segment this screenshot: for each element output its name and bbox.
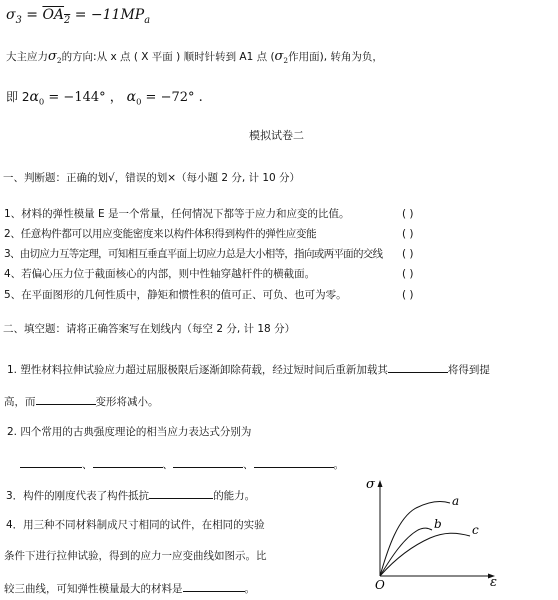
answer-paren[interactable]: ( ) [402, 289, 414, 301]
fill-q1-line2: 高，而 变形将减小。 [4, 393, 159, 409]
answer-blank[interactable] [93, 456, 163, 468]
section2-heading: 二、填空题：请将正确答案写在划线内（每空 2 分, 计 18 分） [3, 323, 296, 335]
judge-item-text: 4、若偏心压力位于截面核心的内部，则中性轴穿越杆件的横截面。 [4, 268, 316, 280]
answer-blank[interactable] [149, 487, 213, 499]
answer-blank[interactable] [20, 456, 82, 468]
judge-item-3 [4, 247, 554, 261]
answer-blank[interactable] [254, 456, 334, 468]
y-axis-label: σ [366, 477, 375, 492]
answer-blank[interactable] [388, 361, 448, 373]
fill-q4-line1: 4．用三种不同材料制成尺寸相同的试件，在相同的实验 [6, 519, 265, 531]
answer-paren[interactable]: ( ) [402, 208, 414, 220]
judge-item-4 [4, 267, 554, 281]
judge-item-2 [4, 227, 554, 241]
stress-strain-diagram [358, 476, 508, 594]
answer-paren[interactable]: ( ) [402, 268, 414, 280]
curve-c-label: c [472, 523, 479, 537]
judge-item-text: 5、在平面图形的几何性质中，静矩和惯性积的值可正、可负、也可为零。 [4, 289, 347, 301]
section1-heading: 一、判断题：正确的划√，错误的划×（每小题 2 分, 计 10 分） [3, 172, 301, 184]
origin-label: O [375, 578, 385, 592]
angle-result-text: 即 $2\alpha_0 = -144^\circ$ ， $\alpha_0 = -72^\circ$ . [6, 89, 203, 107]
y-axis-arrow [378, 480, 383, 487]
answer-blank[interactable] [183, 580, 245, 592]
fill-q2-blanks: 、 、 、 。 [20, 456, 344, 472]
curve-a-label: a [452, 494, 460, 508]
answer-paren[interactable]: ( ) [402, 228, 414, 240]
fill-q1-line1: 1. 塑性材料拉伸试验应力超过屈服极限后逐渐卸除荷载，经过短时间后重新加载其 将得到提 [7, 361, 490, 377]
judge-item-text: 1、材料的弹性模量 E 是一个常量，任何情况下都等于应力和应变的比值。 [4, 208, 350, 220]
page-title: 模拟试卷二 [249, 129, 304, 142]
judge-item-1 [4, 207, 554, 221]
equation-sigma3: $\sigma_3 = OA_2 = -11MP_a$ [6, 7, 151, 26]
x-axis-label: ε [490, 575, 497, 590]
answer-blank[interactable] [36, 393, 96, 405]
answer-blank[interactable] [173, 456, 243, 468]
judge-item-text: 3、由切应力互等定理，可知相互垂直平面上切应力总是大小相等，指向或两平面的交线 [4, 248, 383, 260]
judge-item-5 [4, 288, 554, 302]
judge-item-text: 2、任意构件都可以用应变能密度来以构件体积得到构件的弹性应变能 [4, 228, 317, 240]
fill-q2: 2. 四个常用的古典强度理论的相当应力表达式分别为 [7, 426, 252, 438]
curve-b-label: b [434, 517, 442, 531]
answer-paren[interactable]: ( ) [402, 248, 414, 260]
fill-q4-line3: 较三曲线，可知弹性模量最大的材料是 。 [4, 580, 255, 596]
fill-q4-line2: 条件下进行拉伸试验，得到的应力一应变曲线如图示。比 [4, 550, 267, 562]
fill-q3: 3．构件的刚度代表了构件抵抗 的能力。 [6, 487, 255, 503]
principal-stress-direction-text: 大主应力$\sigma_2$的方向:从 x 点 ( X 平面 ) 顺时针转到 A1 点 ($\sigma_2$作用面), 转角为负， [6, 49, 383, 66]
